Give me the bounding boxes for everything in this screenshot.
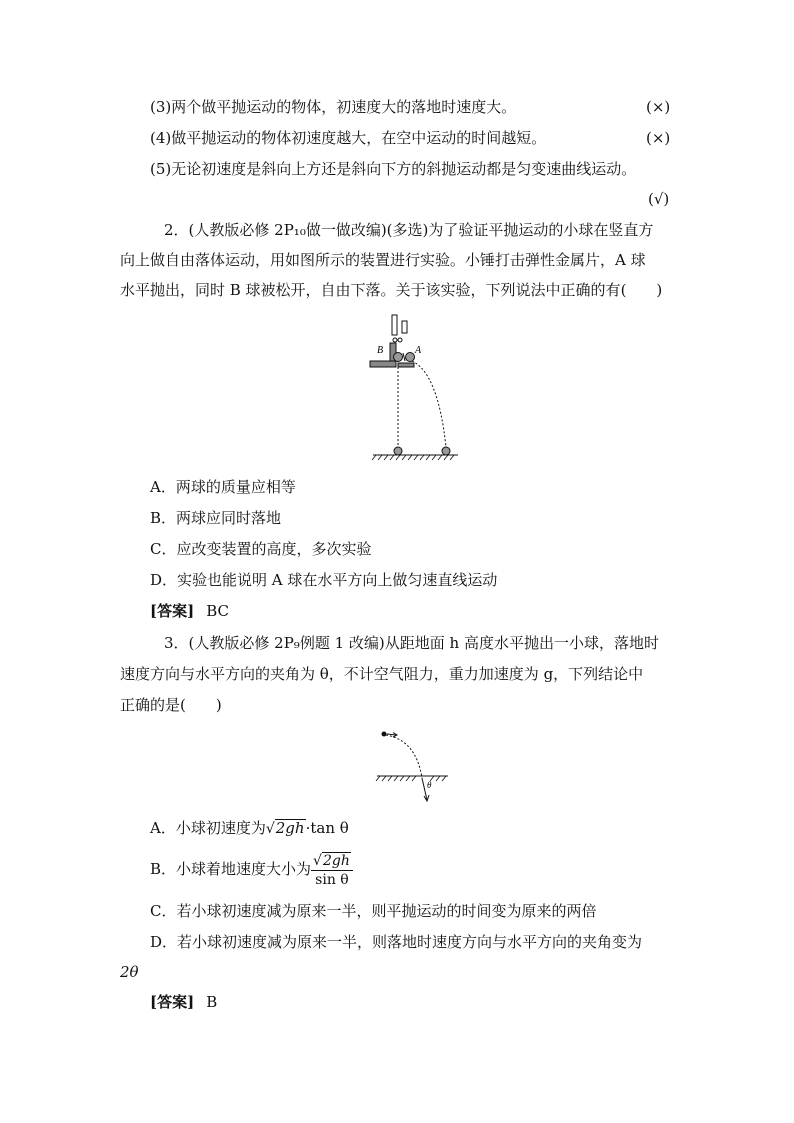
hammer-handle: [402, 321, 407, 333]
q2-stem-line2: 向上做自由落体运动，用如图所示的装置进行实验。小锤打击弹性金属片，A 球: [120, 251, 646, 269]
answer-value: BC: [206, 602, 229, 620]
speed-fraction: $\frac{√2gh}{\text{sin θ}}$: [311, 852, 353, 889]
statement-5-mark: (√): [648, 190, 670, 208]
q2-figure-apparatus: [368, 313, 468, 463]
initial-velocity-arrow: [387, 734, 396, 735]
q3-stem-line2: 速度方向与水平方向的夹角为 θ，不计空气阻力，重力加速度为 g，下列结论中: [120, 665, 644, 683]
trajectory: [386, 735, 422, 778]
statement-5: (5)无论初速度是斜向上方还是斜向下方的斜抛运动都是匀变速曲线运动。: [150, 160, 637, 178]
statement-4-mark: (×): [646, 129, 671, 147]
q3-answer: [150, 992, 217, 1012]
ball-a-top: [406, 353, 415, 362]
hammer-head: [392, 315, 397, 335]
q3-figure-projectile: [372, 726, 462, 806]
statement-3-mark: (×): [646, 98, 671, 116]
statement-4: (4)做平抛运动的物体初速度越大，在空中运动的时间越短。: [150, 129, 547, 147]
ball-b-top: [394, 353, 403, 362]
ball-a-ground: [442, 447, 450, 455]
q2-option-b: B．两球应同时落地: [150, 509, 282, 527]
q2-option-a: A．两球的质量应相等: [150, 478, 296, 496]
theta-label: θ: [427, 780, 432, 790]
q2-stem-line3: 水平抛出，同时 B 球被松开，自由下落。关于该实验，下列说法中正确的有( ): [120, 281, 663, 299]
q3-option-a: A．小球初速度为√2gh·tan θ: [150, 819, 349, 837]
fall-path-a: [412, 361, 446, 447]
hammer-pivot: [393, 338, 397, 342]
q2-answer: [150, 601, 229, 621]
q3-stem-line3: 正确的是( ): [120, 696, 222, 714]
q3-option-d-line1: D．若小球初速度减为原来一半，则落地时速度方向与水平方向的夹角变为: [150, 933, 643, 951]
q2-option-c: C．应改变装置的高度，多次实验: [150, 540, 372, 558]
q2-stem-line1: 2．(人教版必修 2P₁₀做一做改编)(多选)为了验证平抛运动的小球在竖直方: [164, 221, 654, 239]
label-a: A: [415, 345, 422, 356]
q3-option-b: B．小球着地速度大小为 $\frac{√2gh}{\text{sin θ}}$: [150, 851, 353, 889]
launch-ball: [382, 732, 387, 737]
q3-option-c: C．若小球初速度减为原来一半，则平抛运动的时间变为原来的两倍: [150, 902, 597, 920]
support-base: [370, 361, 396, 367]
q3-stem-line1: 3．(人教版必修 2P₉例题 1 改编)从距地面 h 高度水平抛出一小球，落地时: [164, 634, 659, 652]
answer-tag: [答案]: [150, 602, 195, 620]
radicand-2gh: 2gh: [275, 819, 305, 837]
q3-option-d-line2: 2θ: [120, 963, 139, 981]
q2-option-d: D．实验也能说明 A 球在水平方向上做匀速直线运动: [150, 571, 498, 589]
label-b: B: [377, 345, 384, 356]
statement-3: (3)两个做平抛运动的物体，初速度大的落地时速度大。: [150, 98, 517, 116]
answer-value: B: [206, 993, 218, 1011]
ball-b-ground: [394, 447, 402, 455]
answer-tag: [答案]: [150, 993, 195, 1011]
